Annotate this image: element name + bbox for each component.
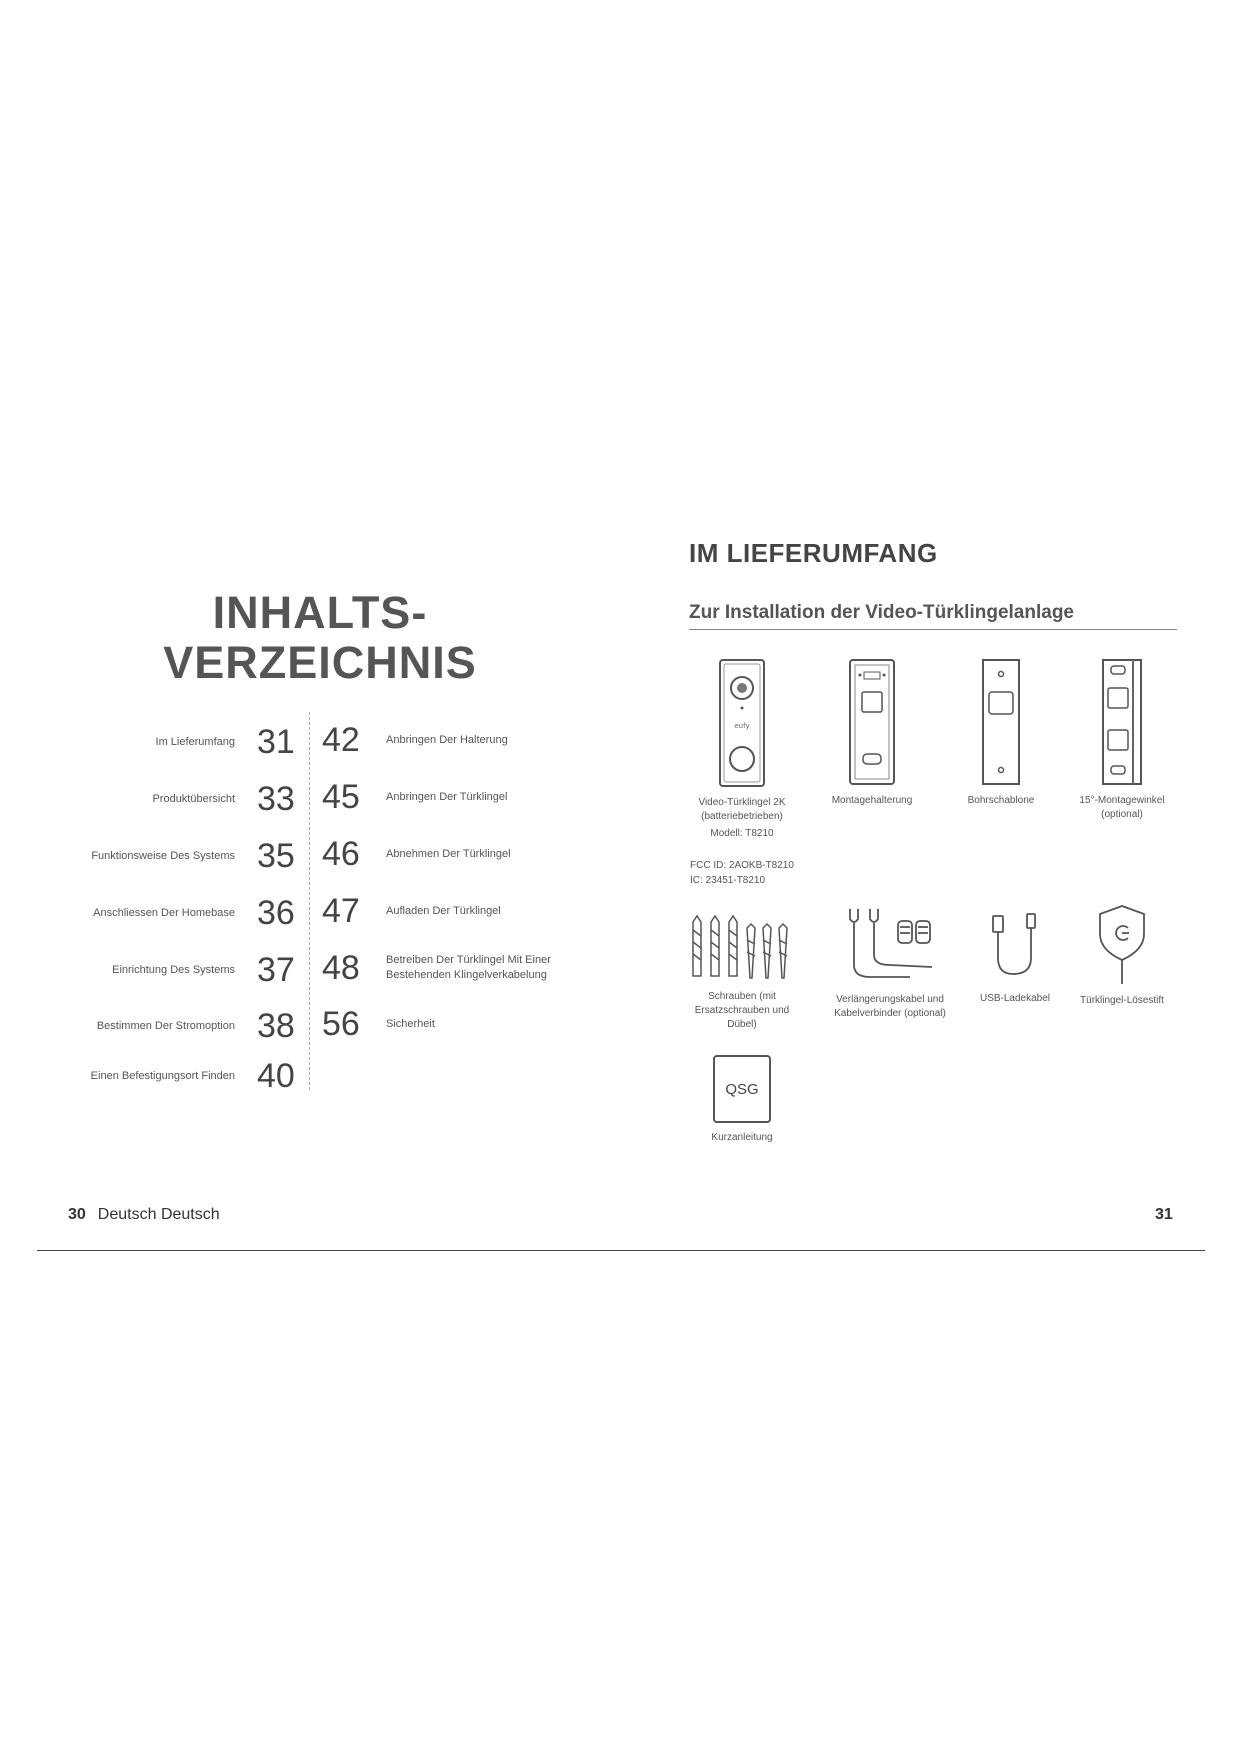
toc-entry-label: Anbringen Der Türklingel bbox=[386, 790, 508, 803]
item-mounting-bracket bbox=[812, 658, 932, 808]
item-screws bbox=[682, 910, 802, 1032]
item-model: Modell: T8210 bbox=[710, 828, 774, 839]
section-subtitle: Zur Installation der Video-Türklingelanlage bbox=[689, 602, 1074, 623]
toc-entry-page: 42 bbox=[322, 720, 360, 759]
item-caption: USB-Ladekabel bbox=[979, 993, 1051, 1004]
toc-title-line2: VERZEICHNIS bbox=[163, 637, 477, 688]
item-usb-cable bbox=[960, 908, 1070, 1006]
item-caption: Schrauben (mit Ersatzschrauben und Dübel) bbox=[694, 991, 790, 1030]
toc-entry[interactable] bbox=[322, 834, 622, 874]
extension-cable-icon bbox=[840, 905, 940, 985]
toc-entry-label: Funktionsweise Des Systems bbox=[91, 850, 235, 862]
toc-entry-page: 47 bbox=[322, 891, 360, 930]
item-caption: Video-Türklingel 2K (batteriebetrieben) bbox=[698, 797, 786, 822]
toc-entry[interactable] bbox=[40, 1056, 390, 1096]
item-caption: 15°-Montagewinkel (optional) bbox=[1079, 795, 1165, 820]
toc-entry-page: 33 bbox=[257, 779, 295, 818]
toc-entry-label: Abnehmen Der Türklingel bbox=[386, 847, 511, 860]
mounting-bracket-icon bbox=[847, 658, 897, 786]
toc-entry-page: 48 bbox=[322, 948, 360, 987]
toc-entry-label: Einen Befestigungsort Finden bbox=[90, 1070, 235, 1082]
item-extension-cable bbox=[830, 905, 950, 1021]
toc-entry-page: 36 bbox=[257, 893, 295, 932]
toc-entry[interactable] bbox=[322, 777, 622, 817]
item-caption: Montagehalterung bbox=[831, 795, 913, 806]
toc-entry-page: 40 bbox=[257, 1056, 295, 1095]
item-drill-template bbox=[946, 658, 1056, 808]
fcc-id: FCC ID: 2AOKB-T8210 bbox=[690, 860, 794, 871]
toc-entry-page: 46 bbox=[322, 834, 360, 873]
toc-title bbox=[120, 588, 520, 688]
item-release-pin bbox=[1062, 902, 1182, 1008]
toc-entry[interactable] bbox=[322, 891, 622, 931]
footer-language: Deutsch Deutsch bbox=[97, 1206, 220, 1223]
doorbell-logo: eufy bbox=[734, 722, 750, 730]
toc-entry-label: Einrichtung Des Systems bbox=[112, 964, 235, 976]
footer-left bbox=[68, 1206, 220, 1224]
page-number-right: 31 bbox=[1155, 1206, 1173, 1223]
toc-entry-page: 31 bbox=[257, 722, 295, 761]
toc-entry-page: 37 bbox=[257, 950, 295, 989]
drill-template-icon bbox=[981, 658, 1021, 786]
toc-entry-page: 45 bbox=[322, 777, 360, 816]
toc-entry[interactable] bbox=[322, 1004, 622, 1044]
item-caption: Verlängerungskabel und Kabelverbinder (optional) bbox=[834, 994, 946, 1019]
section-title: IM LIEFERUMFANG bbox=[689, 538, 938, 568]
angle-bracket-icon bbox=[1100, 658, 1144, 786]
toc-entry-page: 35 bbox=[257, 836, 295, 875]
doorbell-icon bbox=[717, 658, 767, 788]
toc-entry-label: Sicherheit bbox=[386, 1017, 435, 1030]
item-caption: Bohrschablone bbox=[967, 795, 1035, 806]
toc-entry-page: 56 bbox=[322, 1004, 360, 1043]
item-quick-start-guide bbox=[682, 1055, 802, 1145]
item-caption: Türklingel-Lösestift bbox=[1080, 995, 1164, 1006]
toc-entry[interactable] bbox=[322, 720, 622, 760]
item-doorbell bbox=[682, 658, 802, 841]
toc-entry-label: Produktübersicht bbox=[152, 793, 235, 805]
toc-entry-label: Im Lieferumfang bbox=[155, 736, 235, 748]
item-caption: Kurzanleitung bbox=[711, 1132, 773, 1143]
ic-id: IC: 23451-T8210 bbox=[690, 875, 766, 886]
toc-entry-label: Betreiben Der Türklingel Mit Einer Bestehenden Klingelverkabelung bbox=[386, 954, 551, 981]
screws-icon bbox=[687, 910, 797, 982]
toc-title-line1: INHALTS- bbox=[212, 587, 428, 638]
toc-entry-label: Bestimmen Der Stromoption bbox=[96, 1020, 235, 1032]
section-rule bbox=[689, 629, 1177, 630]
toc-entry-page: 38 bbox=[257, 1006, 295, 1045]
toc-entry[interactable] bbox=[322, 948, 622, 988]
release-pin-icon bbox=[1092, 902, 1152, 986]
item-angle-bracket bbox=[1062, 658, 1182, 822]
toc-entry-label: Anbringen Der Halterung bbox=[386, 733, 508, 746]
toc-entry-label: Aufladen Der Türklingel bbox=[386, 904, 501, 917]
usb-cable-icon bbox=[985, 908, 1045, 984]
qsg-icon: QSG bbox=[713, 1055, 771, 1123]
page-number-left: 30 bbox=[68, 1206, 86, 1223]
fcc-info bbox=[690, 858, 794, 888]
bottom-rule bbox=[37, 1250, 1205, 1251]
toc-entry-label: Anschliessen Der Homebase bbox=[93, 907, 235, 919]
